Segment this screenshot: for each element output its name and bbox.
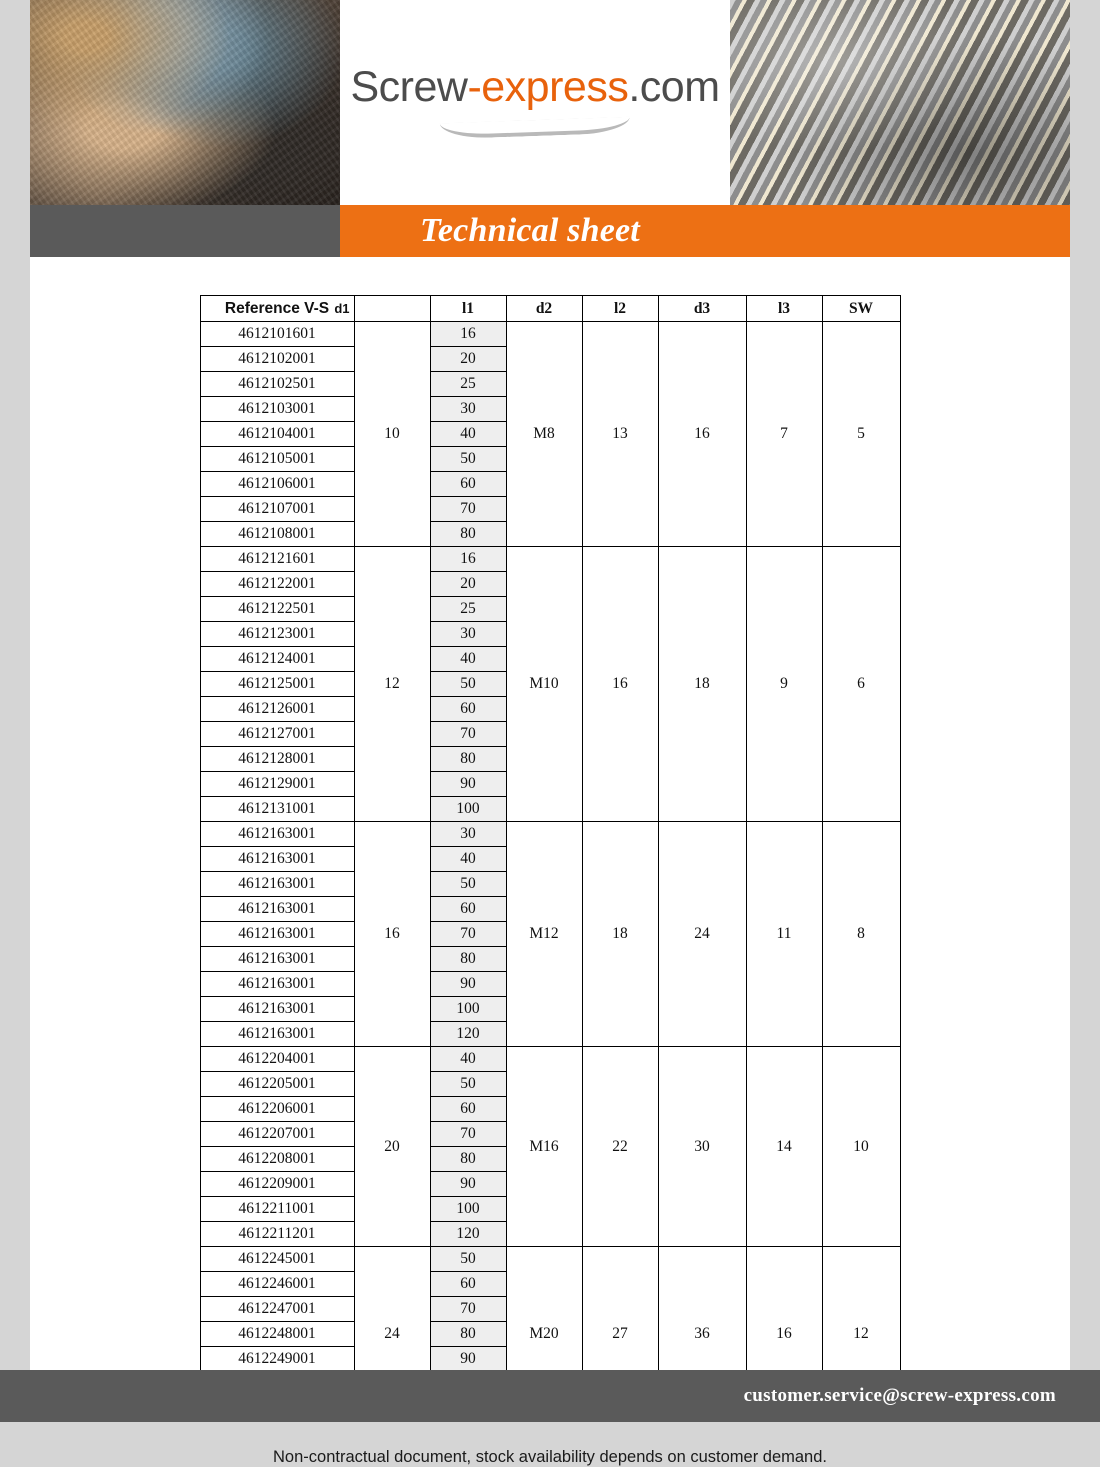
cell-l3: 11 [746,822,822,1047]
cell-l1: 80 [430,522,506,547]
cell-reference: 4612104001 [200,422,354,447]
cell-l1: 90 [430,1172,506,1197]
cell-l1: 50 [430,1072,506,1097]
cell-l1: 16 [430,322,506,347]
cell-l1: 80 [430,947,506,972]
cell-reference: 4612163001 [200,897,354,922]
cell-l1: 30 [430,397,506,422]
cell-d1: 24 [354,1247,430,1422]
cell-l1: 60 [430,897,506,922]
cell-l1: 90 [430,1347,506,1372]
logo-text [350,63,719,112]
page-title: Technical sheet [420,212,640,249]
cell-l1: 50 [430,1247,506,1272]
banner-grey-block [30,205,340,257]
cell-l2: 22 [582,1047,658,1247]
cell-l1: 50 [430,872,506,897]
cell-reference: 4612163001 [200,1022,354,1047]
table-body [200,322,900,1422]
logo-word-express: -express [467,63,629,111]
logo-word-dotcom: .com [628,63,720,111]
cell-l2: 13 [582,322,658,547]
cell-reference: 4612247001 [200,1297,354,1322]
cell-reference: 4612122501 [200,597,354,622]
cell-l1: 100 [430,797,506,822]
column-header-d3: d3 [658,296,746,322]
cell-d3: 24 [658,822,746,1047]
cell-sw: 5 [822,322,900,547]
cell-l1: 90 [430,772,506,797]
cell-sw: 12 [822,1247,900,1422]
cell-reference: 4612163001 [200,922,354,947]
cell-l1: 70 [430,1297,506,1322]
cell-reference: 4612209001 [200,1172,354,1197]
cell-l1: 60 [430,1097,506,1122]
cell-l1: 70 [430,497,506,522]
cell-l2: 16 [582,547,658,822]
workbench-with-screws-photo [30,0,340,205]
column-header-reference [200,296,354,322]
cell-reference: 4612125001 [200,672,354,697]
specification-table [200,295,901,1422]
cell-l1: 60 [430,472,506,497]
cell-d1: 12 [354,547,430,822]
cell-d3: 18 [658,547,746,822]
cell-l1: 20 [430,572,506,597]
cell-l1: 25 [430,372,506,397]
cell-d3: 36 [658,1247,746,1422]
cell-reference: 4612205001 [200,1072,354,1097]
cell-reference: 4612163001 [200,822,354,847]
cell-reference: 4612245001 [200,1247,354,1272]
logo-area [340,0,730,205]
table-row [200,1047,900,1072]
table-header-row [200,296,900,322]
cell-l1: 40 [430,647,506,672]
cell-reference: 4612102501 [200,372,354,397]
cell-l1: 25 [430,597,506,622]
cell-l1: 70 [430,1122,506,1147]
cell-d1: 20 [354,1047,430,1247]
cell-reference: 4612206001 [200,1097,354,1122]
table-row [200,547,900,572]
cell-reference: 4612103001 [200,397,354,422]
column-header-l3: l3 [746,296,822,322]
cell-l1: 70 [430,722,506,747]
pile-of-screws-photo [730,0,1070,205]
contact-email: customer.service@screw-express.com [743,1385,1056,1406]
cell-l1: 70 [430,922,506,947]
column-header-l1: l1 [430,296,506,322]
table-row [200,822,900,847]
cell-reference: 4612107001 [200,497,354,522]
cell-l1: 120 [430,1222,506,1247]
cell-reference: 4612163001 [200,872,354,897]
cell-l3: 16 [746,1247,822,1422]
logo-word-screw: Screw [350,63,468,111]
cell-reference: 4612207001 [200,1122,354,1147]
cell-reference: 4612246001 [200,1272,354,1297]
cell-d1: 10 [354,322,430,547]
cell-d3: 30 [658,1047,746,1247]
photo-texture [30,0,340,205]
cell-reference: 4612106001 [200,472,354,497]
cell-reference: 4612204001 [200,1047,354,1072]
cell-l1: 100 [430,1197,506,1222]
column-header-l2: l2 [582,296,658,322]
cell-l1: 50 [430,672,506,697]
cell-reference: 4612163001 [200,947,354,972]
cell-l1: 80 [430,1147,506,1172]
cell-d2: M12 [506,822,582,1047]
cell-sw: 8 [822,822,900,1047]
cell-l1: 60 [430,1272,506,1297]
title-banner [30,205,1070,257]
cell-reference: 4612163001 [200,972,354,997]
cell-l1: 60 [430,697,506,722]
disclaimer-note: Non-contractual document, stock availability depends on customer demand. [273,1448,827,1466]
cell-l1: 80 [430,747,506,772]
cell-l1: 120 [430,1022,506,1047]
cell-reference: 4612211001 [200,1197,354,1222]
column-header-d1 [354,296,430,322]
cell-sw: 6 [822,547,900,822]
cell-l1: 20 [430,347,506,372]
logo-swoosh-icon [440,117,630,140]
cell-d3: 16 [658,322,746,547]
sheet [30,0,1070,1466]
footer-bar [0,1370,1100,1422]
cell-d2: M20 [506,1247,582,1422]
cell-l1: 16 [430,547,506,572]
cell-reference: 4612124001 [200,647,354,672]
table-head [200,296,900,322]
cell-l3: 7 [746,322,822,547]
cell-reference: 4612131001 [200,797,354,822]
cell-l1: 90 [430,972,506,997]
cell-l1: 80 [430,1322,506,1347]
cell-reference: 4612163001 [200,847,354,872]
column-header-d2: d2 [506,296,582,322]
cell-l1: 100 [430,997,506,1022]
cell-l1: 50 [430,447,506,472]
cell-l1: 40 [430,1047,506,1072]
cell-reference: 4612123001 [200,622,354,647]
cell-d1: 16 [354,822,430,1047]
cell-l1: 30 [430,622,506,647]
cell-sw: 10 [822,1047,900,1247]
table-row [200,322,900,347]
cell-reference: 4612121601 [200,547,354,572]
column-header-sw: SW [822,296,900,322]
cell-d2: M8 [506,322,582,547]
cell-reference: 4612128001 [200,747,354,772]
cell-reference: 4612127001 [200,722,354,747]
cell-d2: M16 [506,1047,582,1247]
cell-l3: 9 [746,547,822,822]
page-header [30,0,1070,205]
cell-l1: 40 [430,422,506,447]
cell-reference: 4612163001 [200,997,354,1022]
cell-reference: 4612102001 [200,347,354,372]
page-content [30,257,1070,1467]
column-header-d1-inline: d1 [334,300,350,316]
cell-reference: 4612126001 [200,697,354,722]
cell-l2: 27 [582,1247,658,1422]
cell-reference: 4612248001 [200,1322,354,1347]
cell-l3: 14 [746,1047,822,1247]
cell-reference: 4612211201 [200,1222,354,1247]
cell-reference: 4612101601 [200,322,354,347]
cell-l2: 18 [582,822,658,1047]
cell-reference: 4612249001 [200,1347,354,1372]
cell-reference: 4612129001 [200,772,354,797]
cell-reference: 4612208001 [200,1147,354,1172]
cell-l1: 30 [430,822,506,847]
cell-reference: 4612108001 [200,522,354,547]
logo [350,63,719,136]
column-header-reference-label: Reference V-S [224,299,330,317]
cell-reference: 4612105001 [200,447,354,472]
cell-l1: 40 [430,847,506,872]
table-row [200,1247,900,1272]
cell-d2: M10 [506,547,582,822]
cell-reference: 4612122001 [200,572,354,597]
